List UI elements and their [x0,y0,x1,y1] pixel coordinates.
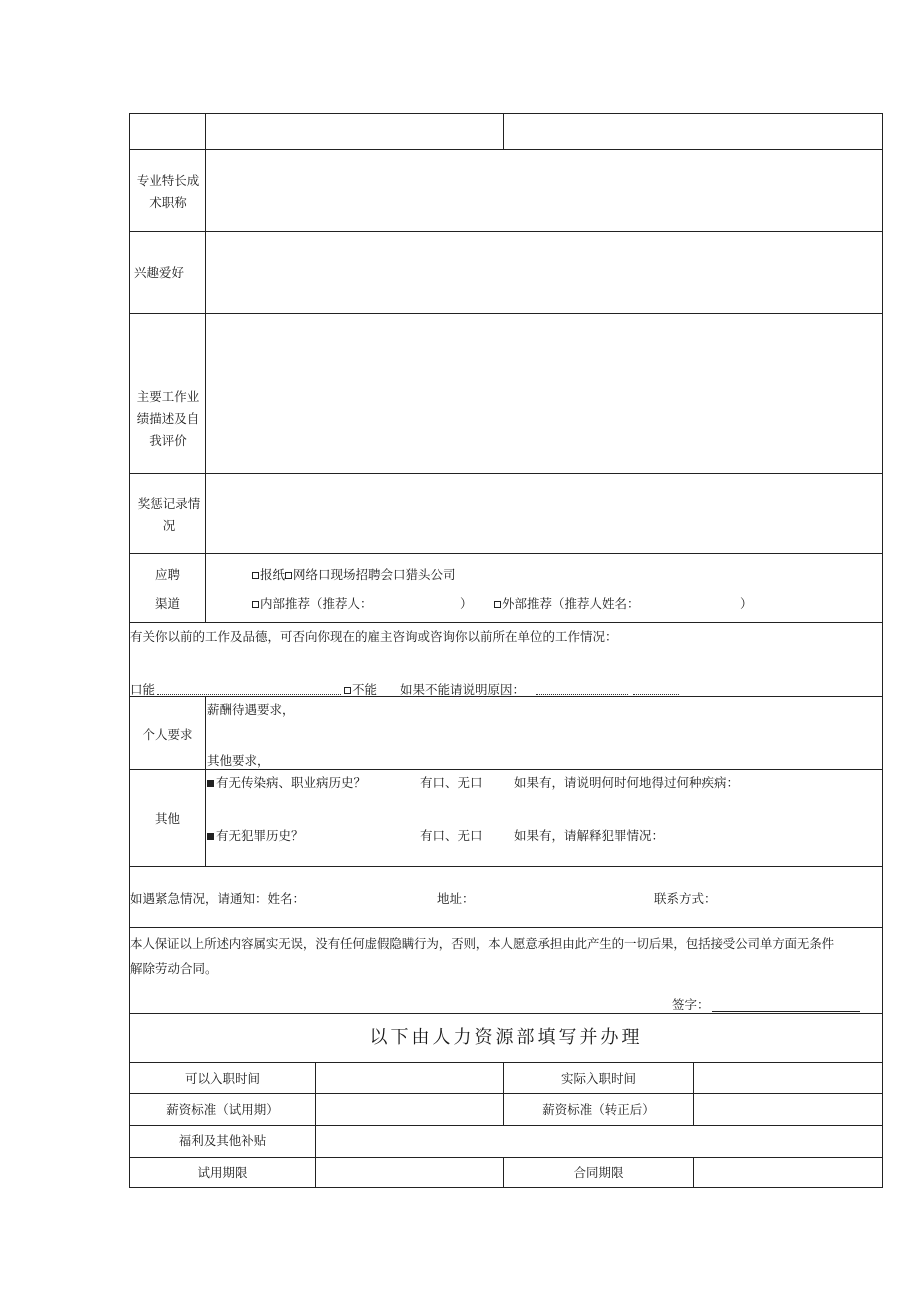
benefits-label: 福利及其他补贴 [178,1133,267,1148]
reference-dots-1 [157,694,341,695]
grid-line [129,927,883,928]
start-time-label: 可以入职时间 [184,1071,260,1086]
channel-line-1 [252,567,456,583]
external-option: 外部推荐（推荐人姓名： [502,596,640,611]
crime-options[interactable]: 有口、无口 [420,828,483,843]
bullet-icon [207,833,214,840]
actual-time-label: 实际入职时间 [560,1071,636,1086]
reference-question: 有关你以前的工作及品德，可否向你现在的雇主咨询或咨询你以前所在单位的工作情况： [130,629,618,644]
probation-period-label: 试用期限 [197,1165,248,1180]
reference-reason: 如果不能请说明原因： [400,682,526,697]
network-option: 网络口现场招聘会口猎头公司 [293,567,456,582]
grid-line [129,622,883,623]
grid-line [129,769,883,770]
reference-cannot: 不能 [352,682,378,697]
grid-line [129,1187,883,1188]
performance-field[interactable] [206,314,882,473]
rewards-field[interactable] [206,474,882,553]
hobbies-field[interactable] [206,232,882,313]
rewards-label: 奖惩记录情况 [137,496,201,533]
grid-line [882,113,883,1188]
hobbies-label: 兴趣爱好 [133,265,184,280]
internal-option: 内部推荐（推荐人： [260,596,373,611]
personal-field[interactable] [206,718,882,750]
top-row-cell-2[interactable] [504,114,882,149]
salary-requirement: 薪酬待遇要求， [207,702,295,717]
reference-dots-3 [633,694,679,695]
grid-line [129,866,883,867]
external-checkbox[interactable] [494,601,501,608]
specialty-label: 专业特长成术职称 [136,173,200,210]
reference-cannot-wrap [344,682,377,698]
salary-probation-field[interactable] [316,1094,503,1125]
crime-question-wrap [207,828,304,844]
other-requirement: 其他要求， [207,753,270,768]
start-time-field[interactable] [316,1063,503,1093]
emergency-address-label: 地址： [437,891,475,906]
crime-note: 如果有，请解释犯罪情况： [514,828,665,843]
newspaper-checkbox[interactable] [252,572,259,579]
specialty-field[interactable] [206,150,882,231]
internal-checkbox[interactable] [252,601,259,608]
top-row-cell-1[interactable] [206,114,503,149]
salary-regular-label: 薪资标准（转正后） [542,1102,655,1117]
performance-label: 主要工作业绩描述及自我评价 [136,389,200,448]
reference-dots-2 [536,694,628,695]
disease-question-wrap [207,775,366,791]
signature-label: 签字： [672,997,710,1012]
external-close-paren: ） [740,596,753,611]
internal-close-paren: ） [460,596,473,611]
network-checkbox[interactable] [285,572,292,579]
salary-regular-field[interactable] [694,1094,882,1125]
emergency-name-label: 如遇紧急情况，请通知：姓名： [130,891,306,906]
benefits-field[interactable] [316,1126,882,1157]
channel-label-2: 渠道 [154,596,180,611]
emergency-contact-label: 联系方式： [654,891,717,906]
signature-line[interactable] [712,1011,860,1012]
reference-can[interactable]: 口能 [130,682,156,697]
channel-line-2b [494,596,640,612]
other-label: 其他 [154,811,180,826]
declaration-line-2: 解除劳动合同。 [130,961,218,976]
grid-line [129,1013,883,1014]
bullet-icon [207,780,214,787]
channel-line-2 [252,596,373,612]
channel-label-1: 应聘 [154,567,180,582]
probation-period-field[interactable] [316,1158,503,1187]
crime-question: 有无犯罪历史？ [216,828,304,843]
grid-line [129,553,883,554]
disease-options[interactable]: 有口、无口 [420,775,483,790]
disease-question: 有无传染病、职业病历史？ [216,775,367,790]
salary-probation-label: 薪资标准（试用期） [166,1102,279,1117]
hr-section-title: 以下由人力资源部填写并办理 [369,1027,643,1048]
personal-label: 个人要求 [142,727,193,742]
actual-time-field[interactable] [694,1063,882,1093]
cannot-checkbox[interactable] [344,687,351,694]
newspaper-option: 报纸 [260,567,286,582]
contract-period-label: 合同期限 [573,1165,624,1180]
disease-note: 如果有，请说明何时何地得过何种疾病： [514,775,740,790]
contract-period-field[interactable] [694,1158,882,1187]
declaration-line-1: 本人保证以上所述内容属实无误，没有任何虚假隐瞒行为，否则，本人愿意承担由此产生的一切后果，包括接受公司单方面无条件 [130,936,834,951]
